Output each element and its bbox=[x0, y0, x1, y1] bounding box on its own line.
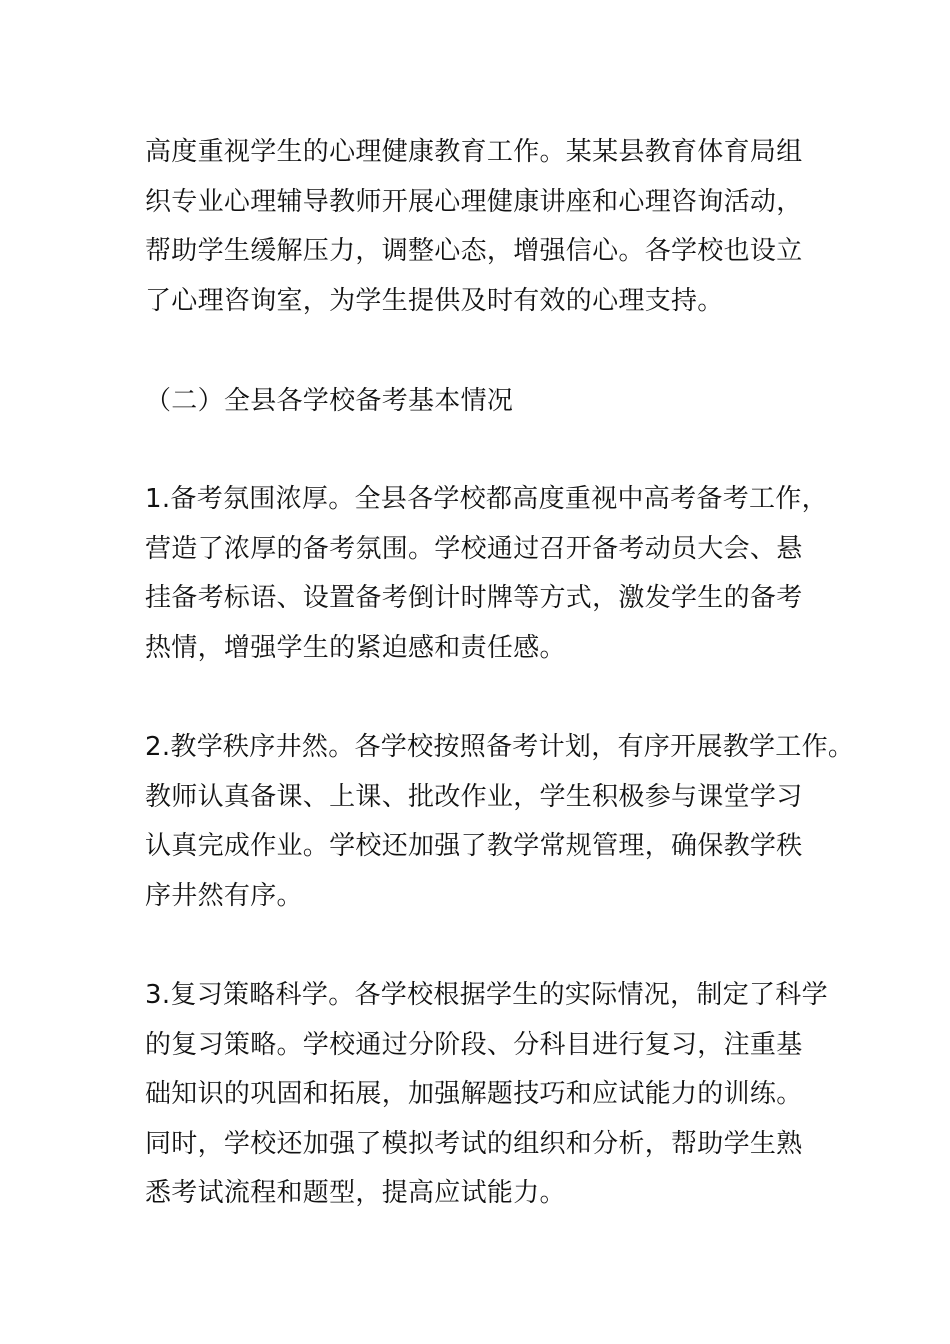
text-line: 2.教学秩序井然。各学校按照备考计划，有序开展教学工作。 bbox=[145, 732, 855, 762]
text-line: 认真完成作业。学校还加强了教学常规管理，确保教学秩 bbox=[145, 831, 803, 861]
text-line: 序井然有序。 bbox=[145, 880, 303, 911]
text-line: 挂备考标语、设置备考倒计时牌等方式，激发学生的备考 bbox=[145, 583, 803, 613]
paragraph-exam-atmosphere bbox=[145, 475, 828, 673]
text-line: 营造了浓厚的备考氛围。学校通过召开备考动员大会、悬 bbox=[145, 533, 803, 564]
text-line: 础知识的巩固和拓展，加强解题技巧和应试能力的训练。 bbox=[145, 1079, 803, 1109]
text-line: 了心理咨询室，为学生提供及时有效的心理支持。 bbox=[145, 285, 724, 316]
text-line: 教师认真备课、上课、批改作业，学生积极参与课堂学习 bbox=[145, 781, 803, 812]
section-heading bbox=[145, 377, 825, 427]
text-line: 1.备考氛围浓厚。全县各学校都高度重视中高考备考工作， bbox=[145, 484, 828, 514]
text-line: 高度重视学生的心理健康教育工作。某某县教育体育局组 bbox=[145, 137, 803, 167]
text-line: 帮助学生缓解压力，调整心态，增强信心。各学校也设立 bbox=[145, 236, 803, 266]
paragraph-teaching-order bbox=[145, 723, 855, 921]
text-line: 的复习策略。学校通过分阶段、分科目进行复习，注重基 bbox=[145, 1029, 803, 1060]
paragraph-review-strategy bbox=[145, 971, 828, 1219]
text-line: 热情，增强学生的紧迫感和责任感。 bbox=[145, 632, 566, 663]
text-line: 同时，学校还加强了模拟考试的组织和分析，帮助学生熟 bbox=[145, 1128, 803, 1159]
text-line: 悉考试流程和题型，提高应试能力。 bbox=[145, 1178, 566, 1208]
paragraph-mental-health bbox=[145, 128, 825, 326]
text-line: 织专业心理辅导教师开展心理健康讲座和心理咨询活动， bbox=[145, 186, 803, 217]
text-line: 3.复习策略科学。各学校根据学生的实际情况，制定了科学 bbox=[145, 980, 828, 1010]
heading-text: （二）全县各学校备考基本情况 bbox=[145, 386, 514, 416]
